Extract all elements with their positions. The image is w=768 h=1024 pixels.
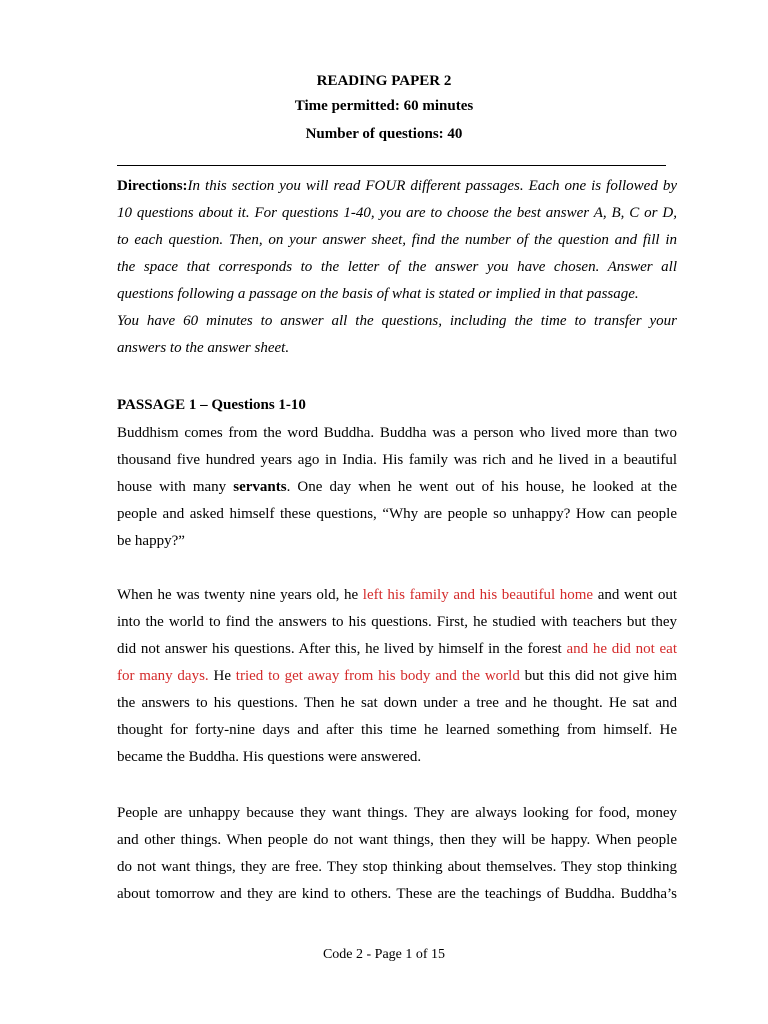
text-line: people and asked himself these questions, “Why are people so unhappy? How can people <box>117 506 677 522</box>
directions-label: Directions: <box>117 178 188 194</box>
servants-bold: servants <box>233 479 287 495</box>
text-line: thousand five hundred years ago in India. His family was rich and he lived in a beautiful <box>117 452 677 468</box>
text-line: When he was twenty nine years old, he left his family and his beautiful home and went out <box>117 587 677 603</box>
directions-line: questions following a passage on the basis of what is stated or implied in that passage. <box>117 286 639 302</box>
text-line: and other things. When people do not want things, then they will be happy. When people <box>117 832 677 848</box>
directions-line: 10 questions about it. For questions 1-40, you are to choose the best answer A, B, C or D, <box>117 205 677 221</box>
header-divider <box>117 165 666 166</box>
text-line: into the world to find the answers to his questions. First, he studied with teachers but they <box>117 614 677 630</box>
directions-section <box>117 173 677 362</box>
text-line: about tomorrow and they are kind to others. These are the teachings of Buddha. Buddha’s <box>117 886 677 902</box>
number-of-questions: Number of questions: 40 <box>305 126 463 142</box>
highlighted-text: left his family and his beautiful home <box>362 587 594 603</box>
text-line: thought for forty-nine days and after this time he learned something from himself. He <box>117 722 677 738</box>
directions-line: the space that corresponds to the letter of the answer you have chosen. Answer all <box>117 259 677 275</box>
passage-heading: PASSAGE 1 – Questions 1-10 <box>117 397 306 413</box>
passage-paragraph-1 <box>117 420 677 555</box>
text-line: the answers to his questions. Then he sat down under a tree and he thought. He sat and <box>117 695 677 711</box>
highlighted-text: for many days. <box>117 668 209 684</box>
time-permitted: Time permitted: 60 minutes <box>294 98 474 114</box>
text-line: did not answer his questions. After this, he lived by himself in the forest and he did not eat <box>117 641 677 657</box>
highlighted-text: tried to get away from his body and the world <box>235 668 520 684</box>
time-instruction-line: answers to the answer sheet. <box>117 340 290 356</box>
text-line: People are unhappy because they want things. They are always looking for food, money <box>117 805 677 821</box>
text-line: be happy?” <box>117 533 185 549</box>
passage-paragraph-3 <box>117 800 677 908</box>
text-line: house with many servants. One day when he went out of his house, he looked at the <box>117 479 677 495</box>
directions-line: Directions:In this section you will read FOUR different passages. Each one is followed by <box>117 178 677 194</box>
text-line: do not want things, they are free. They stop thinking about themselves. They stop thinking <box>117 859 677 875</box>
text-line: Buddhism comes from the word Buddha. Buddha was a person who lived more than two <box>117 425 677 441</box>
directions-line: to each question. Then, on your answer sheet, find the number of the question and fill in <box>117 232 677 248</box>
paper-title: READING PAPER 2 <box>316 73 452 89</box>
text-line: for many days. He tried to get away from his body and the world but this did not give him <box>117 668 677 684</box>
page-footer: Code 2 - Page 1 of 15 <box>322 947 446 962</box>
text-line: became the Buddha. His questions were answered. <box>117 749 422 765</box>
time-instruction-line: You have 60 minutes to answer all the questions, including the time to transfer your <box>117 313 677 329</box>
passage-paragraph-2 <box>117 582 677 771</box>
highlighted-text: and he did not eat <box>566 641 677 657</box>
